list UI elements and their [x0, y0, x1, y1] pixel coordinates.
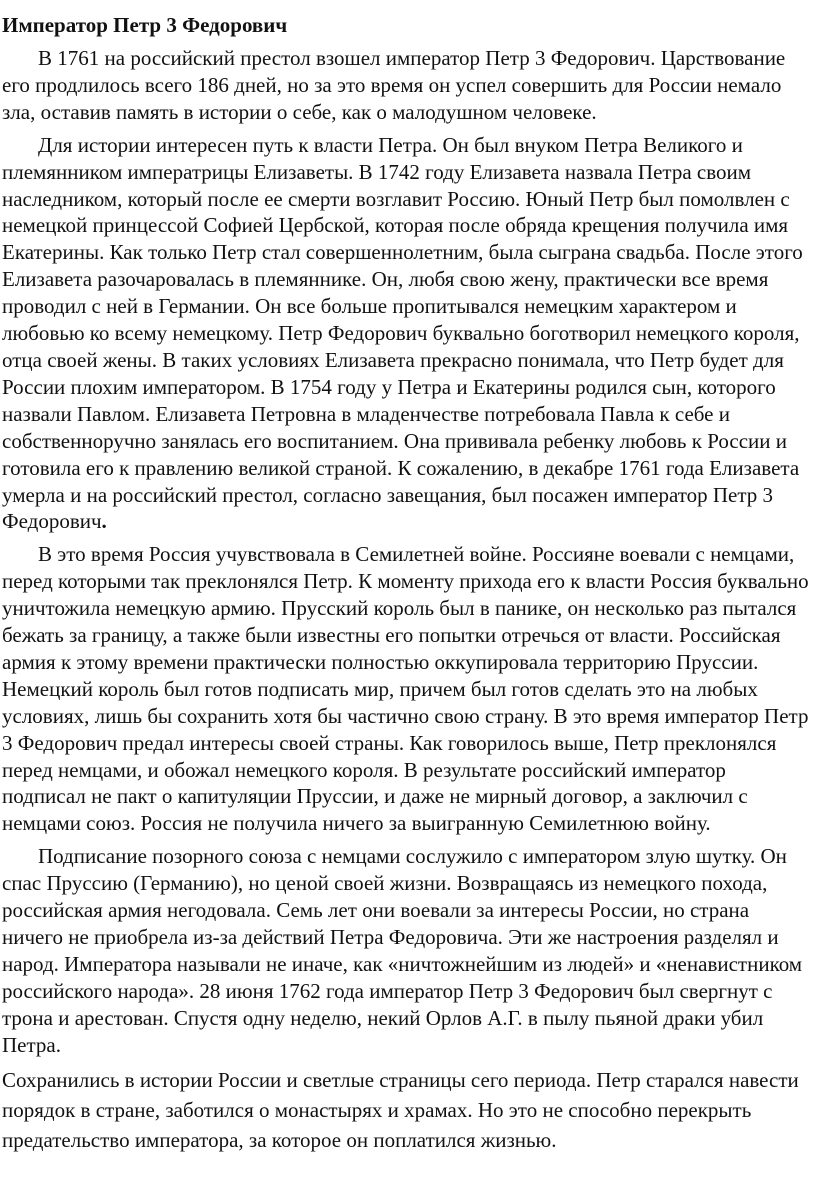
paragraph-2-bold-period: .	[101, 509, 107, 534]
paragraph-5: Сохранились в истории России и светлые страницы сего периода. Петр старался навести порядок в стране, заботился о монастырях и храмах. Но это не способно перекрыть предательство императора, за которое он поплатился жизнью.	[2, 1067, 799, 1152]
paragraph-1: В 1761 на российский престол взошел император Петр 3 Федорович. Царствование его продлилось всего 186 дней, но за это время он успел совершить для России немало зла, оставив память в истории о себе, как о малодушном человеке.	[2, 46, 786, 124]
paragraph-3: В это время Россия учувствовала в Семилетней войне. Россияне воевали с немцами, перед которыми так преклонялся Петр. К моменту прихода его к власти Россия буквально уничтожила немецкую армию. Прусский король был в панике, он несколько раз пытался бежать за границу, а также были известны его попытки отречься от власти. Российская армия к этому времени практически полностью оккупировала территорию Пруссии. Немецкий король был готов подписать мир, причем был готов сделать это на любых условиях, лишь бы сохранить хотя бы частично свою страну. В это время император Петр 3 Федорович предал интересы своей страны. Как говорилось выше, Петр преклонялся перед немцами, и обожал немецкого короля. В результате российский император подписал не пакт о капитуляции Пруссии, и даже не мирный договор, а заключил с немцами союз. Россия не получила ничего за выигранную Семилетнюю войну.	[2, 542, 809, 836]
document-title: Император Петр 3 Федорович	[2, 13, 288, 37]
paragraph-2-text: Для истории интересен путь к власти Петра. Он был внуком Петра Великого и племянником императрицы Елизаветы. В 1742 году Елизавета назвала Петра своим наследником, который после ее смерти возглавит Россию. Юный Петр был помолвлен с немецкой принцессой Софией Цербской, которая после обряда крещения получила имя Екатерины. Как только Петр стал совершеннолетним, была сыграна свадьба. После этого Елизавета разочаровалась в племяннике. Он, любя свою жену, практически все время проводил с ней в Германии. Он все больше пропитывался немецким характером и любовью ко всему немецкому. Петр Федорович буквально боготворил немецкого короля, отца своей жены. В таких условиях Елизавета прекрасно понимала, что Петр будет для России плохим императором. В 1754 году у Петра и Екатерины родился сын, которого назвали Павлом. Елизавета Петровна в младенчестве потребовала Павла к себе и собственноручно занялась его воспитанием. Она прививала ребенку любовь к России и готовила его к правлению великой страной. К сожалению, в декабре 1761 года Елизавета умерла и на российский престол, согласно завещания, был посажен император Петр 3 Федорович	[2, 132, 803, 534]
paragraph-4: Подписание позорного союза с немцами сослужило с императором злую шутку. Он спас Пруссию (Германию), но ценой своей жизни. Возвращаясь из немецкого похода, российская армия негодовала. Семь лет они воевали за интересы России, но страна ничего не приобрела из-за действий Петра Федоровича. Эти же настроения разделял и народ. Императора называли не иначе, как «ничтожнейшим из людей» и «ненавистником российского народа». 28 июня 1762 года император Петр 3 Федорович был свергнут с трона и арестован. Спустя одну неделю, некий Орлов А.Г. в пылу пьяной драки убил Петра.	[2, 844, 803, 1057]
paragraph-2	[2, 132, 810, 536]
